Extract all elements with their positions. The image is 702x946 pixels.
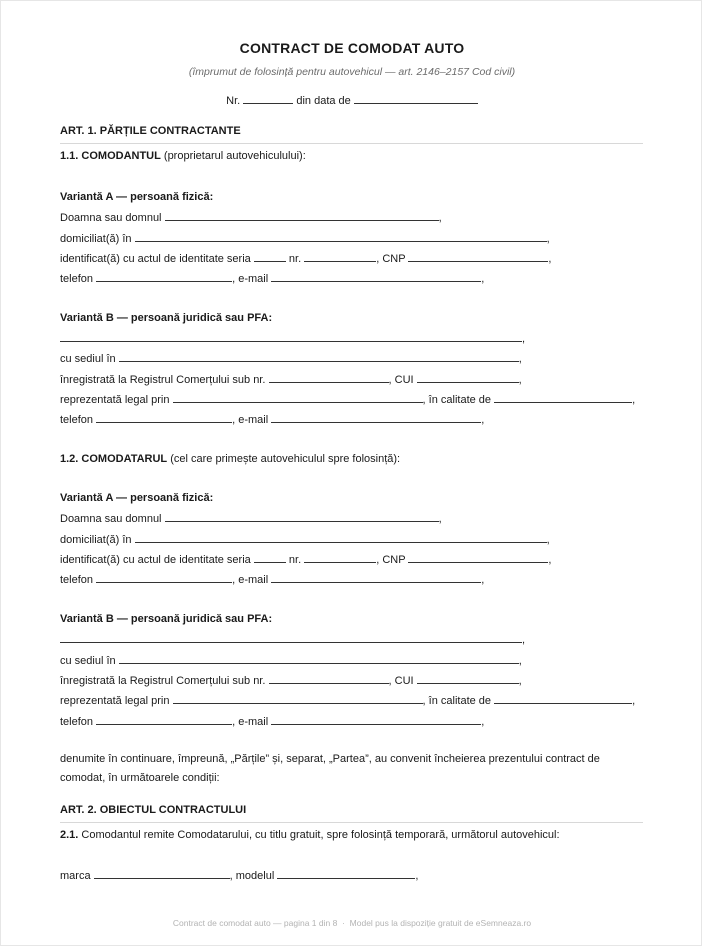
comodant-b-contact-row [60, 413, 484, 426]
phone-label: telefon [60, 574, 94, 586]
comodant-a-nr-blank[interactable] [304, 252, 376, 262]
comma: , [546, 534, 550, 546]
name-label: Doamna sau domnul [60, 212, 162, 224]
comodant-a-id-row [60, 252, 551, 265]
comodant-b-email-blank[interactable] [271, 413, 481, 423]
clause-number: 2.1. [60, 829, 79, 841]
comma: , [481, 273, 485, 285]
comodant-variant-b-heading: Variantă B — persoană juridică sau PFA: [60, 312, 273, 324]
document-subtitle: (împrumut de folosință pentru autovehicul — art. 2146–2157 Cod civil) [188, 66, 516, 78]
hq-label: cu sediul în [60, 353, 116, 365]
art2-divider [60, 822, 643, 823]
art1-divider [60, 143, 643, 144]
comma: , [376, 253, 383, 265]
comodant-heading [60, 150, 306, 162]
represented-label: reprezentată legal prin [60, 394, 170, 406]
comma: , [481, 716, 485, 728]
comma: , [232, 574, 239, 586]
comodatar-a-series-blank[interactable] [254, 553, 286, 563]
comma: , [232, 716, 239, 728]
comma: , [232, 414, 239, 426]
comodatar-b-email-blank[interactable] [271, 715, 481, 725]
vehicle-row [60, 869, 418, 882]
comodatar-a-contact-row [60, 573, 484, 586]
footer-page-info: Contract de comodat auto — pagina 1 din 8 [172, 918, 338, 928]
comodant-b-representative-blank[interactable] [173, 393, 423, 403]
comodant-b-registry-blank[interactable] [269, 373, 389, 383]
document-title: CONTRACT DE COMODAT AUTO [239, 40, 465, 56]
registry-label: înregistrată la Registrul Comerțului sub nr. [60, 374, 266, 386]
comodatar-b-hq-row [60, 654, 522, 667]
comodant-a-phone-blank[interactable] [96, 272, 232, 282]
comodatar-b-company-blank[interactable] [60, 633, 522, 643]
comodant-a-email-blank[interactable] [271, 272, 481, 282]
as-label: în calitate de [428, 695, 492, 707]
email-label: e-mail [238, 574, 269, 586]
comodatar-description: (cel care primește autovehiculul spre folosință): [167, 453, 401, 465]
art2-heading: ART. 2. OBIECTUL CONTRACTULUI [60, 804, 247, 816]
comma: , [548, 554, 552, 566]
comodatar-a-nr-blank[interactable] [304, 553, 376, 563]
comma: , [438, 513, 442, 525]
comma: , [518, 353, 522, 365]
comma: , [481, 574, 485, 586]
id-series-label: identificat(ă) cu actul de identitate seria [60, 554, 251, 566]
comodant-a-domicile-blank[interactable] [135, 232, 547, 242]
comodatar-b-company-row [60, 633, 525, 646]
model-label: modelul [235, 870, 275, 882]
comodant-a-name-row [60, 211, 442, 224]
phone-label: telefon [60, 716, 94, 728]
comodatar-a-phone-blank[interactable] [96, 573, 232, 583]
date-label: din data de [296, 95, 351, 107]
date-blank[interactable] [354, 94, 478, 104]
comma: , [415, 870, 419, 882]
comma: , [518, 655, 522, 667]
comodatar-b-registry-row [60, 674, 522, 687]
phone-label: telefon [60, 414, 94, 426]
domicile-label: domiciliat(ă) în [60, 233, 132, 245]
comodatar-a-email-blank[interactable] [271, 573, 481, 583]
footer-credit: Model pus la dispoziție gratuit de eSemneaza.ro [349, 918, 532, 928]
comodatar-b-registry-blank[interactable] [269, 674, 389, 684]
footer-separator: · [342, 918, 345, 928]
comma: , [481, 414, 485, 426]
comodatar-b-hq-blank[interactable] [119, 654, 519, 664]
hq-label: cu sediul în [60, 655, 116, 667]
comodatar-a-id-row [60, 553, 551, 566]
cnp-label: CNP [382, 554, 406, 566]
comma: , [388, 374, 395, 386]
comodatar-b-role-blank[interactable] [494, 694, 632, 704]
comma: , [518, 675, 522, 687]
comodant-b-hq-blank[interactable] [119, 352, 519, 362]
nr-label: nr. [288, 554, 302, 566]
art1-heading: ART. 1. PĂRȚILE CONTRACTANTE [60, 125, 241, 137]
comodant-a-series-blank[interactable] [254, 252, 286, 262]
comodant-variant-a-heading: Variantă A — persoană fizică: [60, 191, 214, 203]
comodatar-b-representative-blank[interactable] [173, 694, 423, 704]
comodatar-variant-b-heading: Variantă B — persoană juridică sau PFA: [60, 613, 273, 625]
comma: , [632, 394, 636, 406]
marca-label: marca [60, 870, 91, 882]
comodant-b-registry-row [60, 373, 522, 386]
comodatar-number: 1.2. COMODATARUL [60, 453, 168, 465]
comma: , [438, 212, 442, 224]
parties-closing-paragraph: denumite în continuare, împreună, „Părțile” și, separat, „Partea”, au convenit încheierea prezentului contract de comodat, în următoarele condiții: [60, 753, 600, 784]
page-footer [1, 918, 702, 928]
contract-number-line [1, 94, 702, 107]
comma: , [548, 253, 552, 265]
email-label: e-mail [238, 273, 269, 285]
nr-blank[interactable] [243, 94, 293, 104]
comodant-a-contact-row [60, 272, 484, 285]
comma: , [232, 273, 239, 285]
nr-label: Nr. [226, 95, 241, 107]
comodatar-a-domicile-blank[interactable] [135, 533, 547, 543]
comodant-b-hq-row [60, 352, 522, 365]
represented-label: reprezentată legal prin [60, 695, 170, 707]
domicile-label: domiciliat(ă) în [60, 534, 132, 546]
cnp-label: CNP [382, 253, 406, 265]
comodant-b-representative-row [60, 393, 635, 406]
comodatar-a-name-blank[interactable] [165, 512, 439, 522]
registry-label: înregistrată la Registrul Comerțului sub nr. [60, 675, 266, 687]
art2-clause-2-1 [60, 829, 560, 841]
marca-blank[interactable] [94, 869, 230, 879]
email-label: e-mail [238, 414, 269, 426]
comodatar-variant-a-heading: Variantă A — persoană fizică: [60, 492, 214, 504]
comodatar-b-representative-row [60, 694, 635, 707]
comma: , [422, 695, 429, 707]
comma: , [522, 634, 526, 646]
comodatar-a-domicile-row [60, 533, 550, 546]
comma: , [518, 374, 522, 386]
comodatar-heading [60, 453, 400, 465]
comodatar-a-name-row [60, 512, 442, 525]
comma: , [388, 675, 395, 687]
clause-text: Comodantul remite Comodatarului, cu titlu gratuit, spre folosință temporară, următorul autovehicul: [78, 829, 560, 841]
comma: , [229, 870, 236, 882]
comodant-a-cnp-blank[interactable] [408, 252, 548, 262]
comma: , [376, 554, 383, 566]
comodant-description: (proprietarul autovehiculului): [160, 150, 306, 162]
nr-label: nr. [288, 253, 302, 265]
comodant-b-cui-blank[interactable] [417, 373, 519, 383]
comma: , [546, 233, 550, 245]
comma: , [522, 333, 526, 345]
comodant-b-phone-blank[interactable] [96, 413, 232, 423]
comodant-a-name-blank[interactable] [165, 211, 439, 221]
comodatar-b-cui-blank[interactable] [417, 674, 519, 684]
comodant-a-domicile-row [60, 232, 550, 245]
comma: , [422, 394, 429, 406]
comma: , [632, 695, 636, 707]
comodant-b-company-row [60, 332, 525, 345]
comodant-b-company-blank[interactable] [60, 332, 522, 342]
comodatar-b-contact-row [60, 715, 484, 728]
name-label: Doamna sau domnul [60, 513, 162, 525]
model-blank[interactable] [277, 869, 415, 879]
cui-label: CUI [394, 374, 414, 386]
phone-label: telefon [60, 273, 94, 285]
comodatar-a-cnp-blank[interactable] [408, 553, 548, 563]
as-label: în calitate de [428, 394, 492, 406]
id-series-label: identificat(ă) cu actul de identitate seria [60, 253, 251, 265]
cui-label: CUI [394, 675, 414, 687]
email-label: e-mail [238, 716, 269, 728]
comodatar-b-phone-blank[interactable] [96, 715, 232, 725]
comodant-b-role-blank[interactable] [494, 393, 632, 403]
comodant-number: 1.1. COMODANTUL [60, 150, 161, 162]
